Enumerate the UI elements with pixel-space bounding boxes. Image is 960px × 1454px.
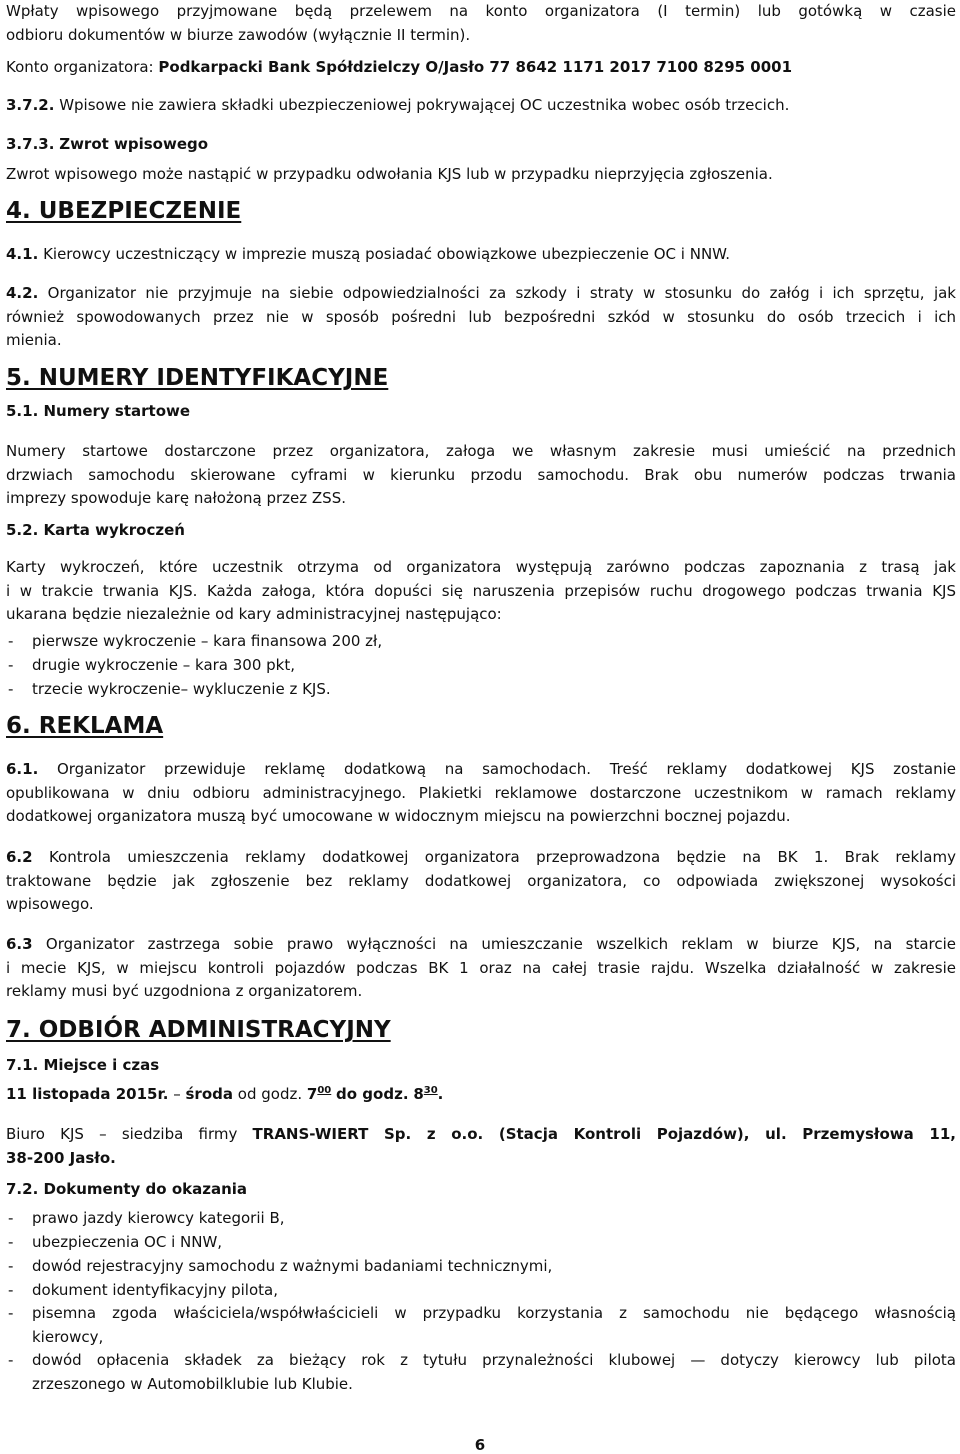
section-5-1-heading: 5.1. Numery startowe bbox=[6, 402, 191, 420]
heading-ubezpieczenie: 4. UBEZPIECZENIE bbox=[6, 198, 242, 224]
organizer-account bbox=[6, 56, 956, 80]
section-number: 3.7.2. bbox=[6, 96, 55, 114]
account-number: Podkarpacki Bank Spółdzielczy O/Jasło 77 8642 1171 2017 7100 8295 0001 bbox=[158, 58, 793, 76]
office-location: Biuro KJS – siedziba firmy TRANS-WIERT Sp. z o.o. (Stacja Kontroli Pojazdów), ul. Przemysłowa 11, 38-200 Jasło. bbox=[6, 1125, 956, 1167]
schedule-line: 11 listopada 2015r. – środa od godz. $7^{00}$ do godz. $8^{30}$. bbox=[6, 1085, 444, 1103]
section-3-7-2 bbox=[6, 94, 956, 118]
section-5-1-text: Numery startowe dostarczone przez organizatora, załoga we własnym zakresie musi umieścić na przednich drzwiach samochodu skierowane cyframi w kierunku przodu samochodu. Brak obu numerów podczas trwania imprezy spowoduje karę nałożoną przez ZSS. bbox=[6, 442, 956, 507]
section-5-2-heading: 5.2. Karta wykroczeń bbox=[6, 521, 185, 539]
heading-numery-identyfikacyjne: 5. NUMERY IDENTYFIKACYJNE bbox=[6, 365, 389, 391]
section-7-1-heading: 7.1. Miejsce i czas bbox=[6, 1056, 160, 1074]
section-6-2: 6.2 Kontrola umieszczenia reklamy dodatkowej organizatora przeprowadzona będzie na BK 1. Brak reklamy traktowane będzie jak zgłoszenie bez reklamy dodatkowej organizatora, co odpowiada zwiększonej wysokości wpisowego. bbox=[6, 848, 956, 913]
section-3-7-3-text: Zwrot wpisowego może nastąpić w przypadku odwołania KJS lub w przypadku nieprzyjęcia zgłoszenia. bbox=[6, 165, 773, 183]
section-6-3: 6.3 Organizator zastrzega sobie prawo wyłączności na umieszczanie wszelkich reklam w biurze KJS, na starcie i mecie KJS, w miejscu kontroli pojazdów podczas BK 1 oraz na całej trasie rajdu. Wszelka działalność w zakresie reklamy musi być uzgodniona z organizatorem. bbox=[6, 935, 956, 1000]
page-number: 6 bbox=[474, 1436, 486, 1454]
section-7-2-heading: 7.2. Dokumenty do okazania bbox=[6, 1180, 248, 1198]
heading-reklama: 6. REKLAMA bbox=[6, 713, 164, 739]
account-label: Konto organizatora: bbox=[6, 58, 154, 76]
document-page: Wpłaty wpisowego przyjmowane będą przelewem na konto organizatora (I termin) lub gotówką w czasie odbioru dokumentów w biurze zawodów (wyłącznie II termin). Konto organizatora: Podkarpacki Bank Spółdzielczy O/Jasło 77 8642 1171 2017 7100 8295 0001 3.7.2. Wpisowe nie zawiera składki ubezpieczeniowej pokrywającej OC uczestnika wobec osób trzecich. 3.7.3. Zwrot wpisowego Zwrot wpisowego może nastąpić w przypadku odwołania KJS lub w przypadku nieprzyjęcia zgłoszenia. 4. UBEZPIECZENIE 4.1. Kierowcy uczestniczący w imprezie muszą posiadać obowiązkowe ubezpieczenie OC i NNW. 4.2. Organizator nie przyjmuje na siebie odpowiedzialności za szkody i straty w stosunku do załóg i ich sprzętu, jak również spowodowanych przez nie w sposób pośredni lub bezpośredni szkód w stosunku do osób trzecich i ich mienia. 5. NUMERY IDENTYFIKACYJNE 5.1. Numery startowe Numery startowe dostarczone przez organizatora, załoga we własnym zakresie musi umieścić na przednich drzwiach samochodu skierowane cyframi w kierunku przodu samochodu. Brak obu numerów podczas trwania imprezy spowoduje karę nałożoną przez ZSS. 5.2. Karta wykroczeń Karty wykroczeń, które uczestnik otrzyma od organizatora występują zarówno podczas zapoznania z trasą jak i w trakcie trwania KJS. Każda załoga, która dopuści się naruszenia przepisów ruchu drogowego podczas trwania KJS ukarana będzie niezależnie od kary administracyjnej następująco: - pierwsze wykroczenie – kara finansowa 200 zł, - drugie wykroczenie – kara 300 pkt, - trzecie wykroczenie– wykluczenie z KJS. 6. REKLAMA 6.1. Organizator przewiduje reklamę dodatkową na samochodach. Treść reklamy dodatkowej KJS zostanie opublikowana w dniu odbioru administracyjnego. Plakietki reklamowe dostarczone uczestnikom w ramach reklamy dodatkowej organizatora muszą być umocowane w widocznym miejscu na powierzchni bocznej pojazdu. 6.2 Kontrola umieszczenia reklamy dodatkowej organizatora przeprowadzona będzie na BK 1. Brak reklamy traktowane będzie jak zgłoszenie bez reklamy dodatkowej organizatora, co odpowiada zwiększonej wysokości wpisowego. 6.3 Organizator zastrzega sobie prawo wyłączności na umieszczanie wszelkich reklam w biurze KJS, na starcie i mecie KJS, w miejscu kontroli pojazdów podczas BK 1 oraz na całej trasie rajdu. Wszelka działalność w zakresie reklamy musi być uzgodniona z organizatorem. 7. ODBIÓR ADMINISTRACYJNY 7.1. Miejsce i czas 11 listopada 2015r. – środa od godz. $7^{00}$ do godz. $8^{30}$. Biuro KJS – siedziba firmy TRANS-WIERT Sp. z o.o. (Stacja Kontroli Pojazdów), ul. Przemysłowa 11, 38-200 Jasło. 7.2. Dokumenty do okazania - prawo jazdy kierowcy kategorii B, - ubezpieczenia OC i NNW, - dowód rejestracyjny samochodu z ważnymi badaniami technicznymi, - dokument identyfikacyjny pilota, - pisemna zgoda właściciela/współwłaścicieli w przypadku korzystania z samochodu nie będącego własnością kierowcy, - dowód opłacenia składek za bieżący rok z tytułu przynależności klubowej — dotyczy kierowcy lub pilota zrzeszonego w Automobilklubie lub Klubie. 6 bbox=[0, 0, 960, 1454]
start-time: $7^{00}$ bbox=[306, 1085, 332, 1103]
section-text: Wpisowe nie zawiera składki ubezpieczeniowej pokrywającej OC uczestnika wobec osób trzecich. bbox=[59, 96, 790, 114]
event-date: 11 listopada 2015r. bbox=[6, 1085, 169, 1103]
section-4-1: 4.1. Kierowcy uczestniczący w imprezie muszą posiadać obowiązkowe ubezpieczenie OC i NNW. bbox=[6, 245, 731, 263]
end-time: $8^{30}$. bbox=[413, 1085, 444, 1103]
entry-fee-payment-paragraph: Wpłaty wpisowego przyjmowane będą przelewem na konto organizatora (I termin) lub gotówką w czasie odbioru dokumentów w biurze zawodów (wyłącznie II termin). bbox=[6, 2, 956, 44]
section-3-7-3-heading: 3.7.3. Zwrot wpisowego bbox=[6, 135, 209, 153]
heading-odbior-administracyjny: 7. ODBIÓR ADMINISTRACYJNY bbox=[6, 1017, 391, 1043]
section-6-1: 6.1. Organizator przewiduje reklamę dodatkową na samochodach. Treść reklamy dodatkowej KJS zostanie opublikowana w dniu odbioru administracyjnego. Plakietki reklamowe dostarczone uczestnikom w ramach reklamy dodatkowej organizatora muszą być umocowane w widocznym miejscu na powierzchni bocznej pojazdu. bbox=[6, 760, 956, 825]
section-5-2-text: Karty wykroczeń, które uczestnik otrzyma od organizatora występują zarówno podczas zapoznania z trasą jak i w trakcie trwania KJS. Każda załoga, która dopuści się naruszenia przepisów ruchu drogowego podczas trwania KJS ukarana będzie niezależnie od kary administracyjnej następująco: bbox=[6, 558, 956, 623]
event-day: środa bbox=[185, 1085, 233, 1103]
section-4-2: 4.2. Organizator nie przyjmuje na siebie odpowiedzialności za szkody i straty w stosunku do załóg i ich sprzętu, jak również spowodowanych przez nie w sposób pośredni lub bezpośredni szkód w stosunku do osób trzecich i ich mienia. bbox=[6, 284, 956, 349]
